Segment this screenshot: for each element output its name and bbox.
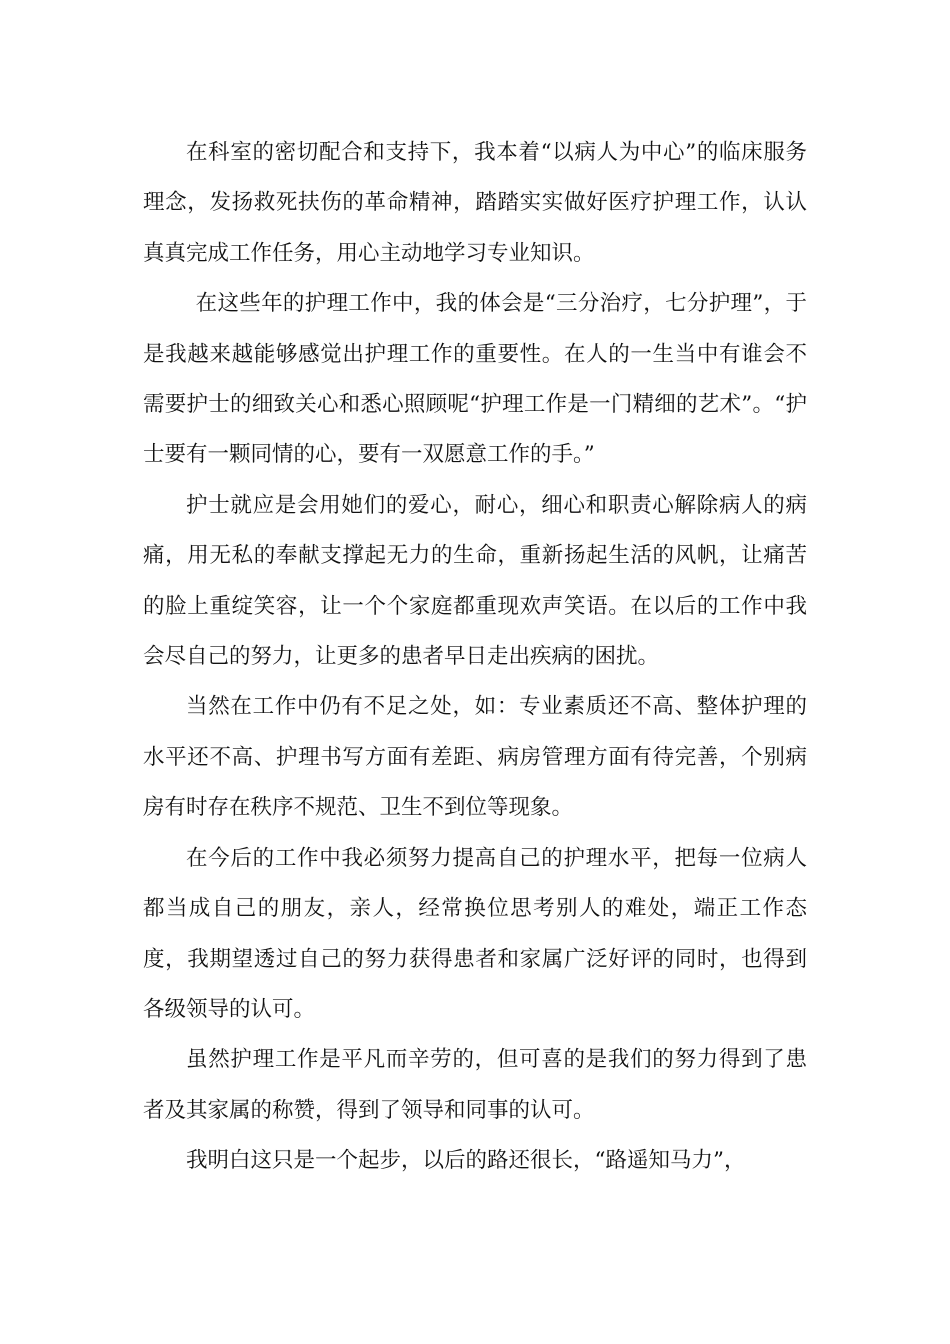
paragraph-5: 在今后的工作中我必须努力提高自己的护理水平，把每一位病人都当成自己的朋友，亲人，经常换位思考别人的难处，端正工作态度，我期望透过自己的努力获得患者和家属广泛好评的同时，也得到各级领导的认可。 [143, 845, 807, 1022]
paragraph-3: 护士就应是会用她们的爱心，耐心，细心和职责心解除病人的病痛，用无私的奉献支撑起无力的生命，重新扬起生活的风帆，让痛苦的脸上重绽笑容，让一个个家庭都重现欢声笑语。在以后的工作中我会尽自己的努力，让更多的患者早日走出疾病的困扰。 [143, 492, 807, 670]
paragraph-4: 当然在工作中仍有不足之处，如：专业素质还不高、整体护理的水平还不高、护理书写方面有差距、病房管理方面有待完善，个别病房有时存在秩序不规范、卫生不到位等现象。 [143, 694, 807, 821]
document-body [143, 128, 807, 1187]
paragraph-2: 在这些年的护理工作中，我的体会是“三分治疗，七分护理”，于是我越来越能够感觉出护理工作的重要性。在人的一生当中有谁会不需要护士的细致关心和悉心照顾呢“护理工作是一门精细的艺术”。“护士要有一颗同情的心，要有一双愿意工作的手。” [143, 291, 807, 468]
paragraph-1: 在科室的密切配合和支持下，我本着“以病人为中心”的临床服务理念，发扬救死扶伤的革命精神，踏踏实实做好医疗护理工作，认认真真完成工作任务，用心主动地学习专业知识。 [143, 140, 807, 266]
paragraph-7: 我明白这只是一个起步，以后的路还很长，“路遥知马力”， [186, 1148, 746, 1174]
paragraph-6: 虽然护理工作是平凡而辛劳的，但可喜的是我们的努力得到了患者及其家属的称赞，得到了领导和同事的认可。 [143, 1047, 807, 1123]
